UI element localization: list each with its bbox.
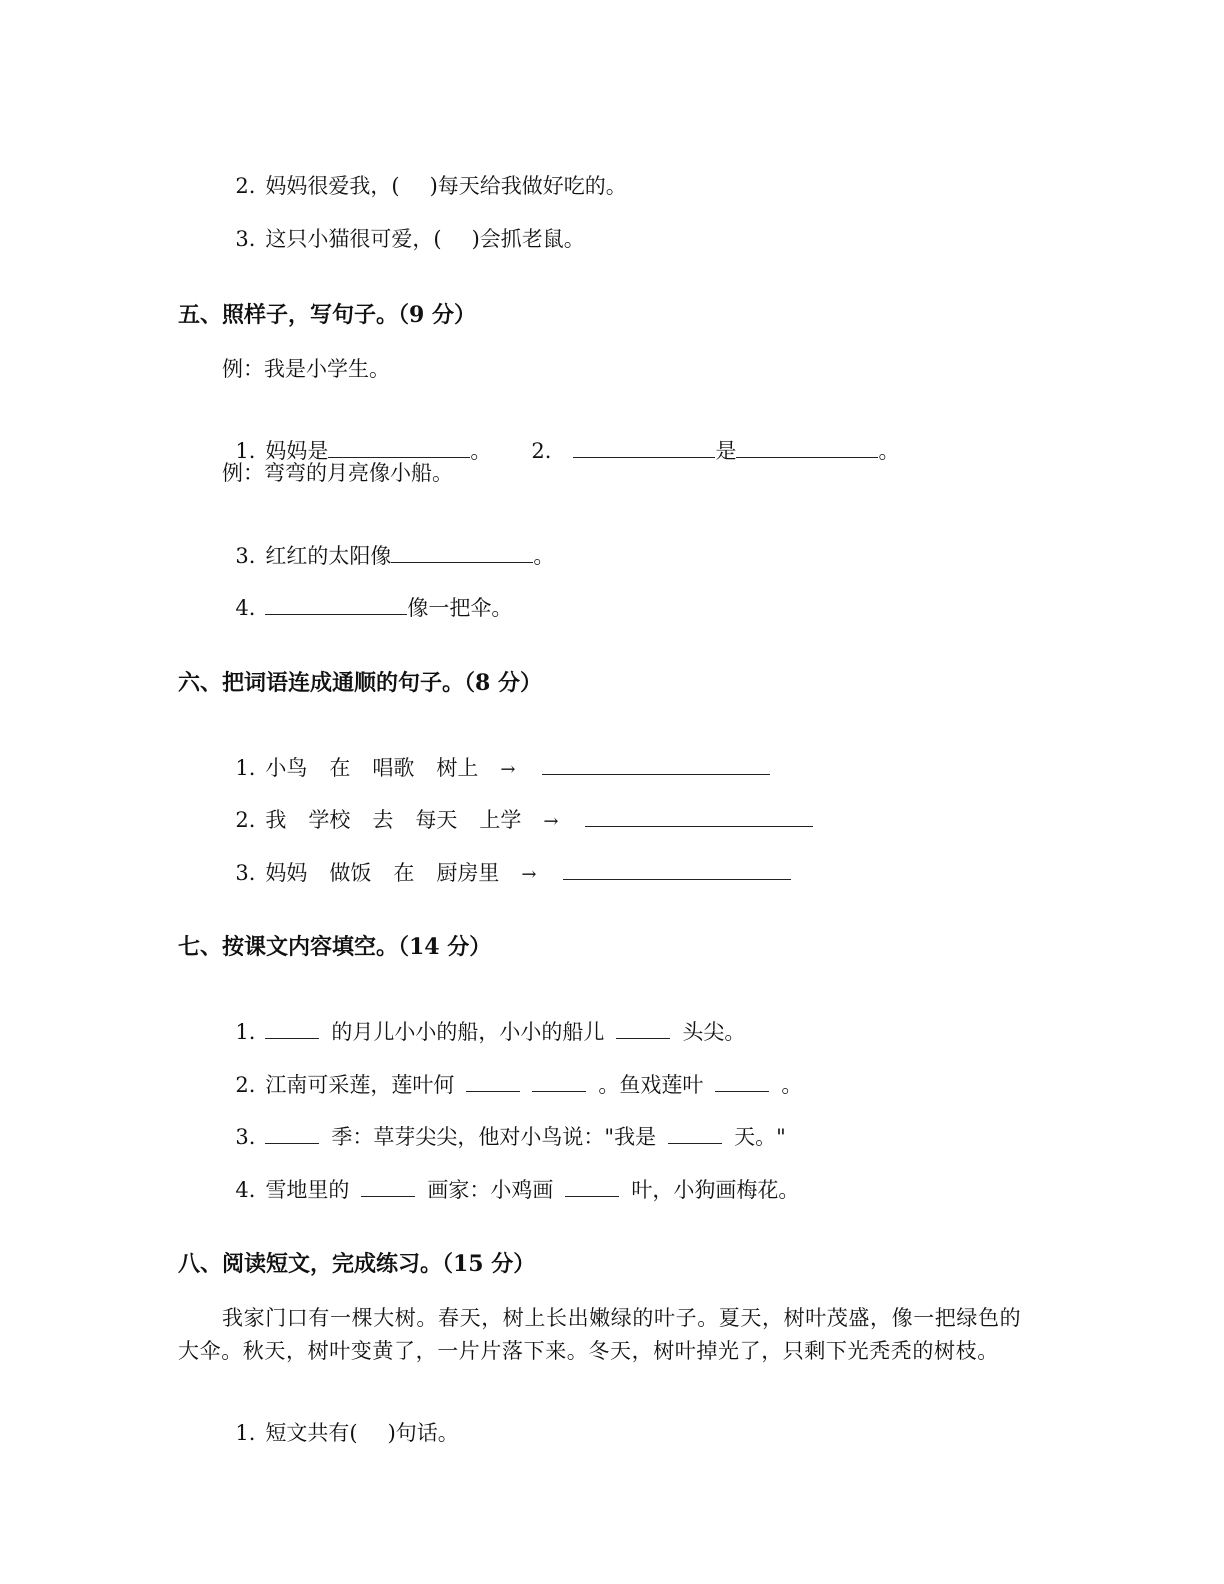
s7-q3 xyxy=(222,1092,786,1149)
question-text: 。 xyxy=(533,544,555,568)
question-text: 画家：小鸡画 xyxy=(427,1178,554,1202)
s5-example-2: 例：弯弯的月亮像小船。 xyxy=(222,461,453,485)
answer-blank[interactable] xyxy=(668,1123,722,1144)
answer-blank[interactable] xyxy=(715,1071,769,1092)
section-5-heading: 五、照样子，写句子。（9 分） xyxy=(178,302,476,328)
question-text: 。鱼戏莲叶 xyxy=(598,1073,704,1097)
question-text: )每天给我做好吃的。 xyxy=(429,174,627,198)
answer-blank[interactable] xyxy=(391,542,533,563)
answer-blank[interactable] xyxy=(616,1018,670,1039)
question-number: 4. xyxy=(235,596,256,620)
answer-blank[interactable] xyxy=(361,1176,415,1197)
question-text: 叶，小狗画梅花。 xyxy=(631,1178,800,1202)
question-text: 妈妈很爱我，( xyxy=(265,174,400,198)
word: 树上 xyxy=(436,756,479,780)
question-number: 1. xyxy=(235,439,256,463)
question-text: 的月儿小小的船，小小的船儿 xyxy=(331,1020,605,1044)
question-text: 妈妈是 xyxy=(265,439,329,463)
answer-blank[interactable] xyxy=(328,437,470,458)
answer-blank[interactable] xyxy=(563,859,791,880)
s4-q2 xyxy=(222,141,627,198)
question-number: 2. xyxy=(235,1073,256,1097)
answer-blank[interactable] xyxy=(542,754,770,775)
section-8-heading: 八、阅读短文，完成练习。（15 分） xyxy=(178,1251,536,1277)
section-6-heading: 六、把词语连成通顺的句子。（8 分） xyxy=(178,670,542,696)
question-text: 江南可采莲，莲叶何 xyxy=(265,1073,455,1097)
passage-line-1: 我家门口有一棵大树。春天，树上长出嫩绿的叶子。夏天，树叶茂盛，像一把绿色的 xyxy=(222,1306,1022,1330)
question-number: 2. xyxy=(235,808,256,832)
question-number: 1. xyxy=(235,756,256,780)
arrow-icon: → xyxy=(521,864,537,885)
question-number: 3. xyxy=(235,861,256,885)
s6-item-1 xyxy=(222,723,770,780)
question-text: 像一把伞。 xyxy=(407,596,513,620)
question-number: 1. xyxy=(235,1421,256,1445)
word: 厨房里 xyxy=(436,861,500,885)
answer-blank[interactable] xyxy=(532,1071,586,1092)
question-text: 头尖。 xyxy=(682,1020,746,1044)
question-number: 3. xyxy=(235,227,256,251)
s7-q4 xyxy=(222,1145,800,1202)
section-7-heading: 七、按课文内容填空。（14 分） xyxy=(178,934,492,960)
question-number: 4. xyxy=(235,1178,256,1202)
arrow-icon: → xyxy=(543,811,559,832)
question-text: 。 xyxy=(781,1073,803,1097)
word: 在 xyxy=(329,756,351,780)
s6-item-2 xyxy=(222,775,813,832)
question-text: 季：草芽尖尖，他对小鸟说："我是 xyxy=(331,1125,657,1149)
answer-blank[interactable] xyxy=(466,1071,520,1092)
question-number: 3. xyxy=(235,1125,256,1149)
answer-blank[interactable] xyxy=(565,1176,619,1197)
word: 学校 xyxy=(308,808,351,832)
s5-q4 xyxy=(222,563,513,620)
question-text: 红红的太阳像 xyxy=(265,544,392,568)
question-text: )会抓老鼠。 xyxy=(471,227,585,251)
word: 我 xyxy=(265,808,287,832)
passage-line-2: 大伞。秋天，树叶变黄了，一片片落下来。冬天，树叶掉光了，只剩下光秃秃的树枝。 xyxy=(178,1339,999,1363)
question-text: 。 xyxy=(878,439,900,463)
answer-blank[interactable] xyxy=(573,437,715,458)
word: 妈妈 xyxy=(265,861,308,885)
question-number: 1. xyxy=(235,1020,256,1044)
word: 唱歌 xyxy=(372,756,415,780)
s7-q1 xyxy=(222,987,746,1044)
question-text: 是 xyxy=(715,439,737,463)
s5-q1-q2 xyxy=(222,406,900,463)
answer-blank[interactable] xyxy=(585,806,813,827)
word: 每天 xyxy=(415,808,458,832)
word: 去 xyxy=(372,808,394,832)
question-text: 天。" xyxy=(734,1125,786,1149)
answer-blank[interactable] xyxy=(265,1123,319,1144)
word: 做饭 xyxy=(329,861,372,885)
answer-blank[interactable] xyxy=(265,594,407,615)
word: 上学 xyxy=(479,808,522,832)
word: 在 xyxy=(393,861,415,885)
question-number: 2. xyxy=(235,174,256,198)
question-text: 雪地里的 xyxy=(265,1178,350,1202)
arrow-icon: → xyxy=(500,759,516,780)
word: 小鸟 xyxy=(265,756,308,780)
answer-blank[interactable] xyxy=(736,437,878,458)
s5-q3 xyxy=(222,511,555,568)
question-number: 2. xyxy=(531,439,552,463)
answer-blank[interactable] xyxy=(265,1018,319,1039)
s8-q1 xyxy=(222,1388,459,1445)
question-number: 3. xyxy=(235,544,256,568)
s4-q3 xyxy=(222,194,585,251)
s7-q2 xyxy=(222,1040,803,1097)
question-text: 短文共有( xyxy=(265,1421,358,1445)
question-text: 。 xyxy=(470,439,492,463)
question-text: )句话。 xyxy=(387,1421,459,1445)
s6-item-3 xyxy=(222,828,791,885)
s5-example-1: 例：我是小学生。 xyxy=(222,357,390,381)
question-text: 这只小猫很可爱，( xyxy=(265,227,442,251)
